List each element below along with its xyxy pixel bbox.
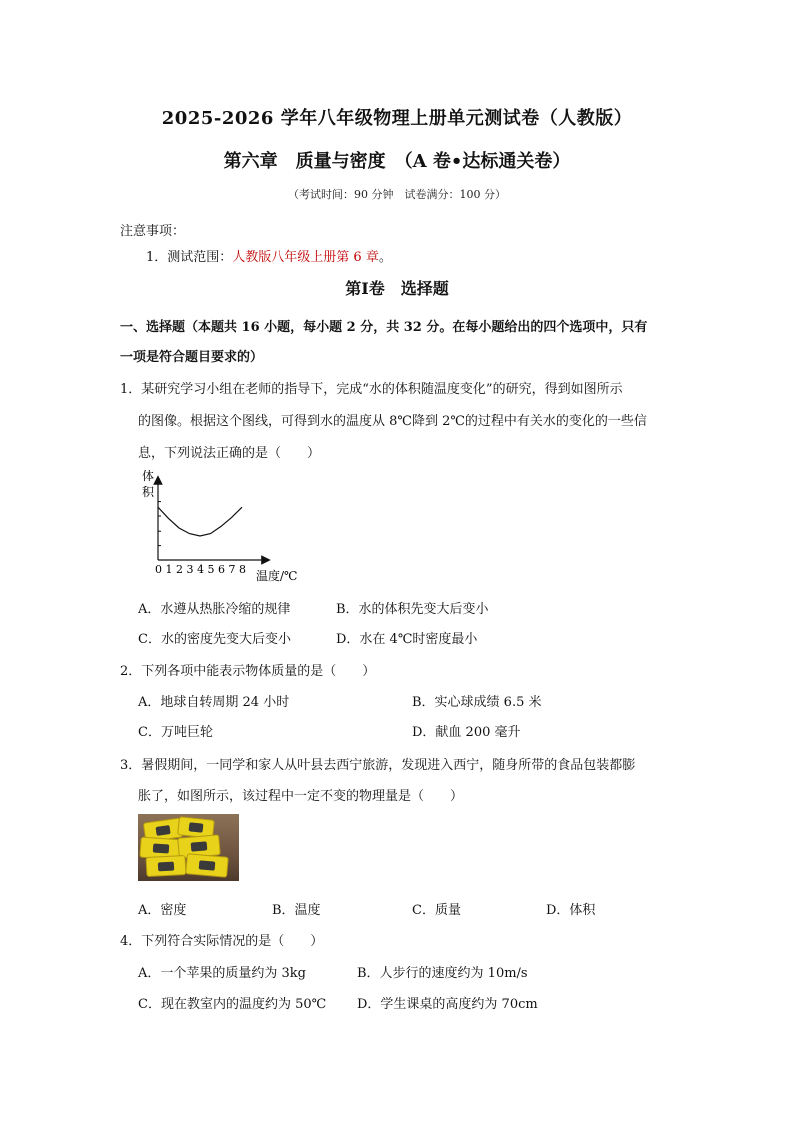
x-tick-label: 6 (218, 563, 225, 576)
y-axis-label-char-2: 积 (142, 485, 155, 499)
q4-option-d[interactable]: D．学生课桌的高度约为 70cm (357, 997, 538, 1012)
x-tick-labels (155, 563, 246, 576)
q3-option-b[interactable]: B．温度 (272, 903, 321, 918)
notice-label: 注意事项： (120, 224, 186, 239)
question-3-stem-2: 胀了，如图所示，该过程中一定不变的物理量是（ ） (138, 789, 464, 804)
notice-item-1 (146, 246, 392, 265)
question-2-stem: 2．下列各项中能表示物体质量的是（ ） (120, 664, 376, 679)
volume-temperature-chart (138, 462, 308, 587)
exam-info: （考试时间：90 分钟 试卷满分：100 分） (288, 188, 506, 201)
chapter-subtitle: 第六章 质量与密度 （A 卷•达标通关卷） (223, 151, 571, 172)
q4-option-c[interactable]: C．现在教室内的温度约为 50℃ (138, 997, 327, 1012)
x-tick-label: 5 (207, 563, 215, 576)
x-axis-label: 温度/℃ (256, 569, 298, 583)
question-4-stem: 4．下列符合实际情况的是（ ） (120, 934, 324, 949)
q3-option-d[interactable]: D．体积 (546, 903, 596, 918)
q2-option-c[interactable]: C．万吨巨轮 (138, 725, 213, 740)
q4-option-a[interactable]: A．一个苹果的质量约为 3kg (138, 966, 306, 981)
notice-item-prefix: 1．测试范围： (146, 250, 233, 265)
x-tick-label: 7 (228, 563, 236, 576)
section-instruction-1: 一、选择题（本题共 16 小题，每小题 2 分，共 32 分。在每小题给出的四个选项中，只有 (120, 320, 648, 335)
food-package-photo (138, 814, 239, 881)
x-tick-label: 4 (197, 563, 204, 576)
question-1-stem-2: 的图像。根据这个图线，可得到水的温度从 8℃降到 2℃的过程中有关水的变化的一些信 (138, 414, 647, 429)
x-tick-label: 2 (176, 563, 183, 576)
q2-option-b[interactable]: B．实心球成绩 6.5 米 (412, 695, 542, 710)
q3-option-c[interactable]: C．质量 (412, 903, 461, 918)
x-tick-label: 0 (155, 563, 162, 576)
q3-option-a[interactable]: A．密度 (138, 903, 187, 918)
y-axis-label-char-1: 体 (142, 469, 155, 483)
volume-curve (158, 507, 242, 536)
q1-option-b[interactable]: B．水的体积先变大后变小 (336, 602, 489, 617)
x-tick-label: 8 (239, 563, 246, 576)
notice-item-highlight: 人教版八年级上册第 6 章 (232, 250, 379, 265)
x-tick-label: 3 (186, 563, 194, 576)
x-tick-label: 1 (165, 563, 173, 576)
q4-option-b[interactable]: B．人步行的速度约为 10m/s (357, 966, 528, 981)
question-1-stem-3: 息，下列说法正确的是（ ） (138, 446, 321, 461)
q1-option-a[interactable]: A．水遵从热胀冷缩的规律 (138, 602, 291, 617)
notice-item-suffix: 。 (378, 250, 392, 265)
exam-title: 2025-2026 学年八年级物理上册单元测试卷（人教版） (161, 108, 633, 129)
question-1-stem-1: 1．某研究学习小组在老师的指导下，完成“水的体积随温度变化”的研究，得到如图所示 (120, 382, 623, 397)
q1-option-d[interactable]: D．水在 4℃时密度最小 (336, 632, 478, 647)
q2-option-a[interactable]: A．地球自转周期 24 小时 (138, 695, 290, 710)
section-instruction-2: 一项是符合题目要求的） (120, 350, 264, 365)
question-3-stem-1: 3．暑假期间，一同学和家人从叶县去西宁旅游，发现进入西宁，随身所带的食品包装都膨 (120, 758, 636, 773)
section-title: 第Ⅰ卷 选择题 (345, 279, 449, 298)
q1-option-c[interactable]: C．水的密度先变大后变小 (138, 632, 291, 647)
q2-option-d[interactable]: D．献血 200 毫升 (412, 725, 521, 740)
